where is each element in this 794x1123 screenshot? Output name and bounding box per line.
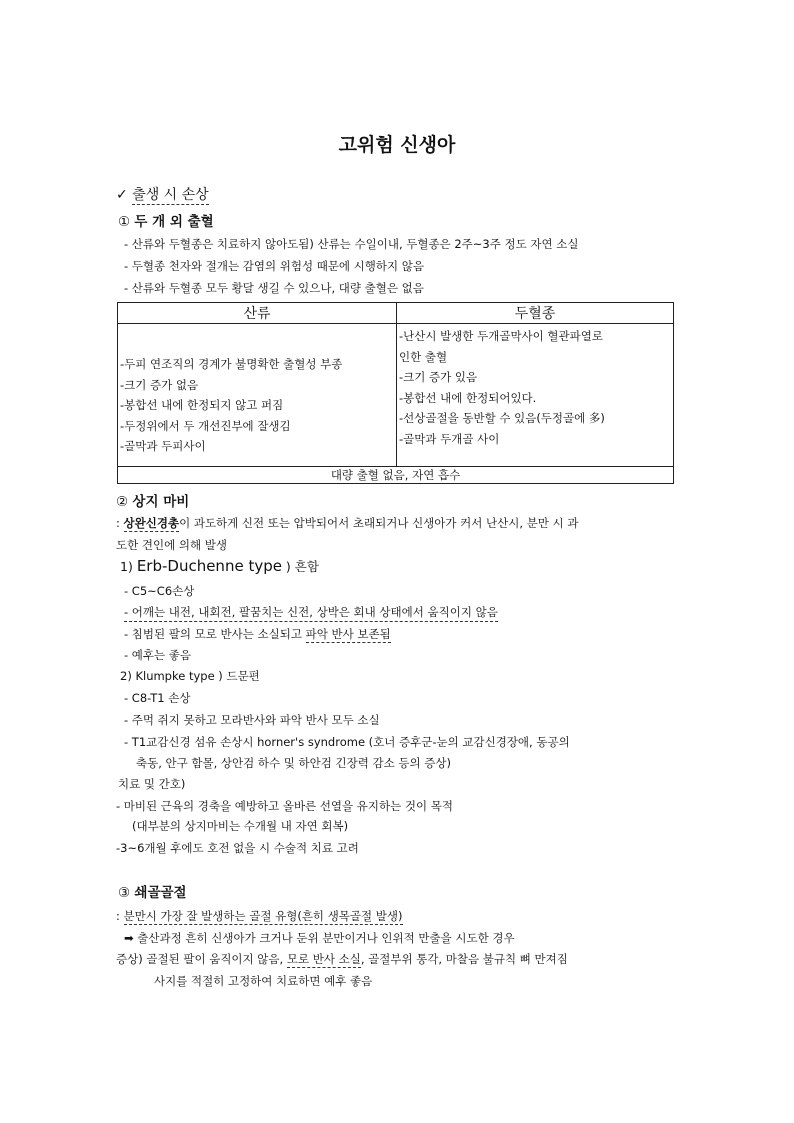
klumpke-heading: 2) Klumpke type ) 드문편: [120, 669, 260, 683]
table-cell-line: -두피 연조직의 경계가 불명확한 출혈성 부종: [120, 357, 343, 371]
text-fragment: ) 흔함: [281, 559, 319, 574]
symptom-line: [116, 951, 568, 967]
table-cell-line: -난산시 발생한 두개골막사이 혈관파열로: [399, 329, 603, 343]
subheading-text: 쇄골골절: [134, 885, 187, 901]
list-item: - 산류와 두혈종은 치료하지 않아도됨) 산류는 수일이내, 두혈종은 2주~3주 정도 자연 소실: [124, 237, 579, 251]
table-cell-line: -봉합선 내에 한정되어있다.: [399, 390, 537, 405]
erb-heading: [120, 557, 319, 575]
subheading-text: 두 개 외 출혈: [134, 214, 214, 230]
table-cell-line: -골막과 두피사이: [120, 439, 206, 453]
subheading-clavicle-fracture: [118, 881, 187, 901]
table-cell-line: -크기 증가 없음: [120, 377, 199, 392]
circled-number-3: ③: [118, 885, 131, 901]
list-item-continuation: 축동, 안구 함몰, 상안검 하수 및 하안검 긴장력 감소 등의 증상): [136, 756, 451, 770]
list-item: - 산류와 두혈종 모두 황달 생길 수 있으나, 대량 출혈은 없음: [124, 281, 424, 295]
circled-number-1: ①: [118, 214, 131, 230]
list-item: -3~6개월 후에도 호전 없을 시 수술적 치료 고려: [116, 841, 359, 855]
emphasized-term: 상완신경총: [123, 516, 180, 530]
list-item: - 마비된 근육의 경축을 예방하고 올바른 선열을 유지하는 것이 목적: [116, 799, 453, 813]
underlined-text: 분만시 가장 잘 발생하는 골절 유형(흔히 생목골절 발생): [123, 909, 403, 923]
erb-type-name: Erb-Duchenne type: [136, 557, 282, 575]
table-cell-line: -골막과 두개골 사이: [399, 431, 500, 446]
list-item: - 주먹 쥐지 못하고 모라반사와 파악 반사 모두 소실: [124, 713, 380, 727]
comparison-table: [117, 302, 674, 484]
checkmark-icon: ✓: [116, 187, 128, 203]
paragraph-line: [116, 515, 578, 531]
cause-line: ➡ 출산과정 흔히 신생아가 크거나 둔위 분만이거나 인위적 만출을 시도한 경우: [124, 931, 515, 945]
subheading-text: 상지 마비: [132, 494, 190, 510]
table-cell-line: 인한 출혈: [399, 349, 448, 364]
list-item: - C5~C6손상: [124, 584, 195, 598]
text-fragment: :: [116, 909, 124, 923]
text-fragment: - 침범된 팔의 모로 반사는 소실되고: [124, 627, 306, 641]
circled-number-2: ②: [116, 494, 129, 510]
table-header-cephalohematoma: 두혈종: [397, 303, 674, 324]
list-item-continuation: (대부분의 상지마비는 수개월 내 자연 회복): [132, 819, 349, 833]
paragraph-line: 도한 견인에 의해 발생: [116, 538, 227, 552]
underlined-text: 모로 반사 소실: [286, 952, 361, 966]
text-fragment: 증상) 골절된 팔이 움직이지 않음,: [116, 952, 287, 966]
text-fragment: , 골절부위 통각, 마찰음 불규칙 뼈 만져짐: [360, 952, 568, 966]
subheading-extracranial-hemorrhage: [118, 210, 214, 230]
list-item: - 어깨는 내전, 내회전, 팔꿈치는 신전, 상박은 회내 상태에서 움직이지 않음: [124, 604, 498, 622]
text-fragment: 1): [120, 559, 137, 574]
table-cell-line: -크기 증가 있음: [399, 370, 478, 384]
table-footer: 대량 출혈 없음, 자연 흡수: [118, 467, 674, 484]
table-cell-caput: [118, 324, 397, 467]
list-item: - 예후는 좋음: [124, 648, 192, 662]
list-item: - T1교감신경 섬유 손상시 horner's syndrome (호너 증후군-눈의 교감신경장애, 동공의: [124, 735, 570, 749]
section-heading-birth-injury: [116, 184, 209, 204]
table-cell-line: -봉합선 내에 한정되지 않고 퍼짐: [120, 398, 284, 412]
list-item: - 두혈종 천자와 절개는 감염의 위험성 때문에 시행하지 않음: [124, 259, 425, 273]
table-cell-line: -두정위에서 두 개선진부에 잘생김: [120, 418, 291, 433]
list-item: [124, 626, 391, 642]
treatment-heading: 치료 및 간호): [118, 777, 186, 791]
prognosis-line: 사지를 적절히 고정하여 치료하면 예후 좋음: [154, 974, 373, 988]
table-header-caput: 산류: [118, 303, 397, 324]
table-cell-cephalohematoma: [397, 324, 674, 467]
text-fragment: 이 과도하게 신전 또는 압박되어서 초래되거나 신생아가 커서 난산시, 분만 시 과: [179, 516, 579, 530]
subheading-brachial-palsy: [116, 490, 189, 510]
page-title: 고위험 신생아: [338, 134, 456, 156]
text-fragment: :: [116, 516, 124, 530]
table-cell-line: -선상골절을 동반할 수 있음(두정골에 多): [399, 411, 605, 425]
underlined-text: 파악 반사 보존됨: [305, 627, 391, 641]
paragraph-line: [116, 908, 403, 924]
list-item: - C8-T1 손상: [124, 691, 191, 705]
section-heading-text: 출생 시 손상: [132, 187, 209, 203]
